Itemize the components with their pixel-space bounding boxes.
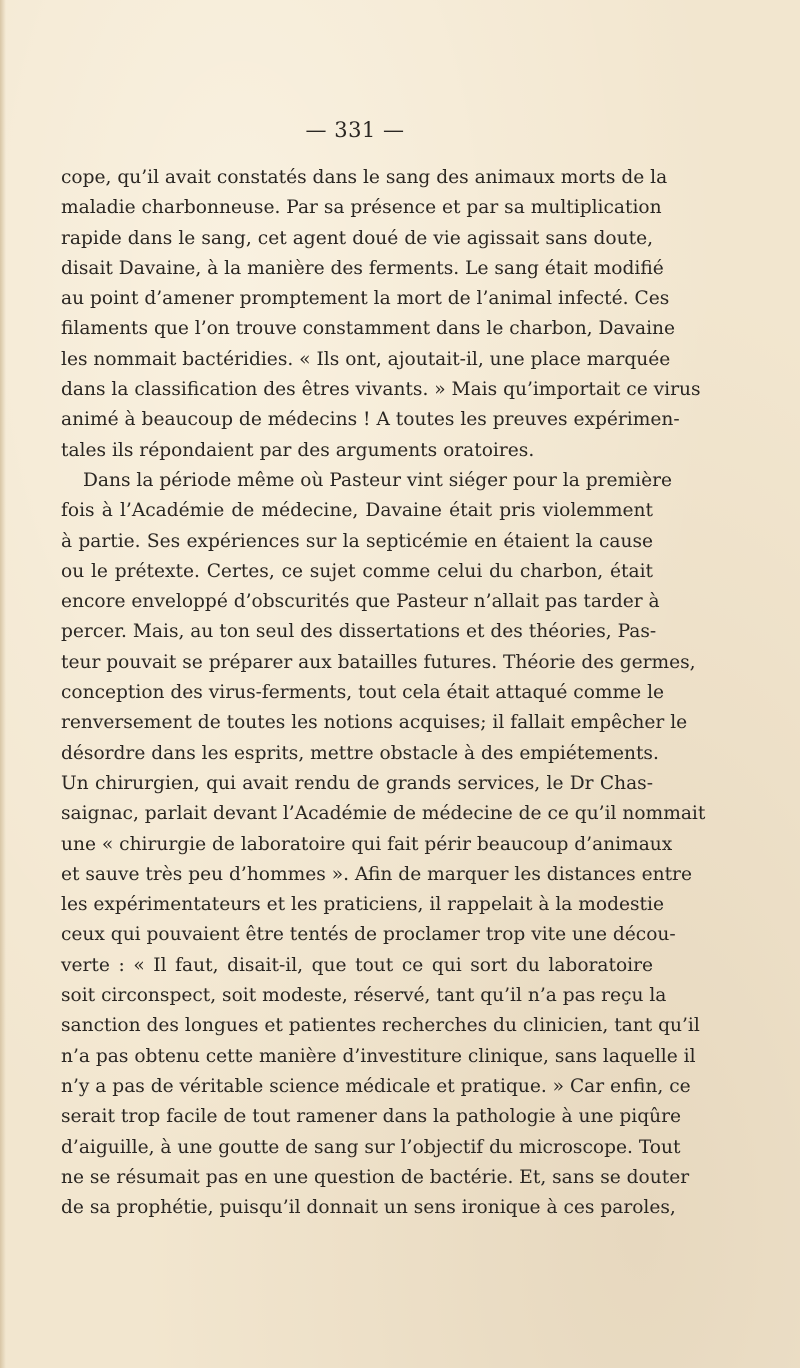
text-line: une « chirurgie de laboratoire qui fait périr beaucoup d’animaux: [61, 833, 673, 855]
text-line: de sa prophétie, puisqu’il donnait un sens ironique à ces paroles,: [61, 1197, 676, 1219]
text-line: fois à l’Académie de médecine, Davaine était pris violemment: [61, 500, 653, 522]
body-text: [61, 163, 706, 1223]
text-line: serait trop facile de tout ramener dans la pathologie à une piqûre: [61, 1106, 682, 1128]
text-line: soit circonspect, soit modeste, réservé, tant qu’il n’a pas reçu la: [61, 985, 667, 1007]
text-line: filaments que l’on trouve constamment dans le charbon, Davaine: [61, 318, 675, 340]
text-line: Un chirurgien, qui avait rendu de grands services, le Dr Chas-: [61, 772, 653, 794]
text-line: percer. Mais, au ton seul des dissertations et des théories, Pas-: [61, 621, 657, 643]
text-line: n’a pas obtenu cette manière d’investiture clinique, sans laquelle il: [61, 1045, 696, 1067]
text-line: à partie. Ses expériences sur la septicémie en étaient la cause: [61, 530, 653, 552]
text-line: cope, qu’il avait constatés dans le sang des animaux morts de la: [61, 167, 668, 188]
text-line: d’aiguille, à une goutte de sang sur l’objectif du microscope. Tout: [61, 1136, 681, 1158]
text-line: conception des virus-ferments, tout cela était attaqué comme le: [61, 682, 665, 704]
text-line: encore enveloppé d’obscurités que Pasteur n’allait pas tarder à: [61, 591, 660, 613]
paragraph-start-line: Dans la période même où Pasteur vint siéger pour la première: [83, 469, 673, 491]
text-line: animé à beaucoup de médecins ! A toutes les preuves expérimen-: [61, 409, 680, 431]
text-line: au point d’amener promptement la mort de l’animal infecté. Ces: [61, 288, 670, 310]
page-binding-edge: [0, 0, 6, 1368]
page-number: — 331 —: [305, 118, 405, 142]
text-line: ne se résumait pas en une question de bactérie. Et, sans se douter: [61, 1166, 690, 1188]
text-line: teur pouvait se préparer aux batailles futures. Théorie des germes,: [61, 651, 696, 673]
text-line: tales ils répondaient par des arguments oratoires.: [61, 439, 535, 461]
text-line: ceux qui pouvaient être tentés de proclamer trop vite une décou-: [61, 924, 676, 946]
text-line: maladie charbonneuse. Par sa présence et par sa multiplication: [61, 197, 662, 219]
text-line: n’y a pas de véritable science médicale et pratique. » Car enfin, ce: [61, 1075, 691, 1097]
text-line: dans la classification des êtres vivants. » Mais qu’importait ce virus: [61, 379, 701, 401]
text-line: désordre dans les esprits, mettre obstacle à des empiétements.: [61, 742, 659, 764]
text-line: les nommait bactéridies. « Ils ont, ajoutait-il, une place marquée: [61, 348, 671, 370]
text-line: saignac, parlait devant l’Académie de médecine de ce qu’il nommait: [61, 803, 706, 825]
text-line: verte : « Il faut, disait-il, que tout ce qui sort du laboratoire: [61, 954, 653, 976]
text-line: ou le prétexte. Certes, ce sujet comme celui du charbon, était: [61, 560, 653, 582]
text-line: les expérimentateurs et les praticiens, il rappelait à la modestie: [61, 894, 664, 916]
text-line: rapide dans le sang, cet agent doué de vie agissait sans doute,: [61, 227, 653, 249]
text-line: et sauve très peu d’hommes ». Afin de marquer les distances entre: [61, 863, 692, 885]
text-line: disait Davaine, à la manière des ferments. Le sang était modifié: [61, 257, 664, 279]
text-line: sanction des longues et patientes recherches du clinicien, tant qu’il: [61, 1015, 700, 1037]
text-line: renversement de toutes les notions acquises; il fallait empêcher le: [61, 712, 688, 734]
